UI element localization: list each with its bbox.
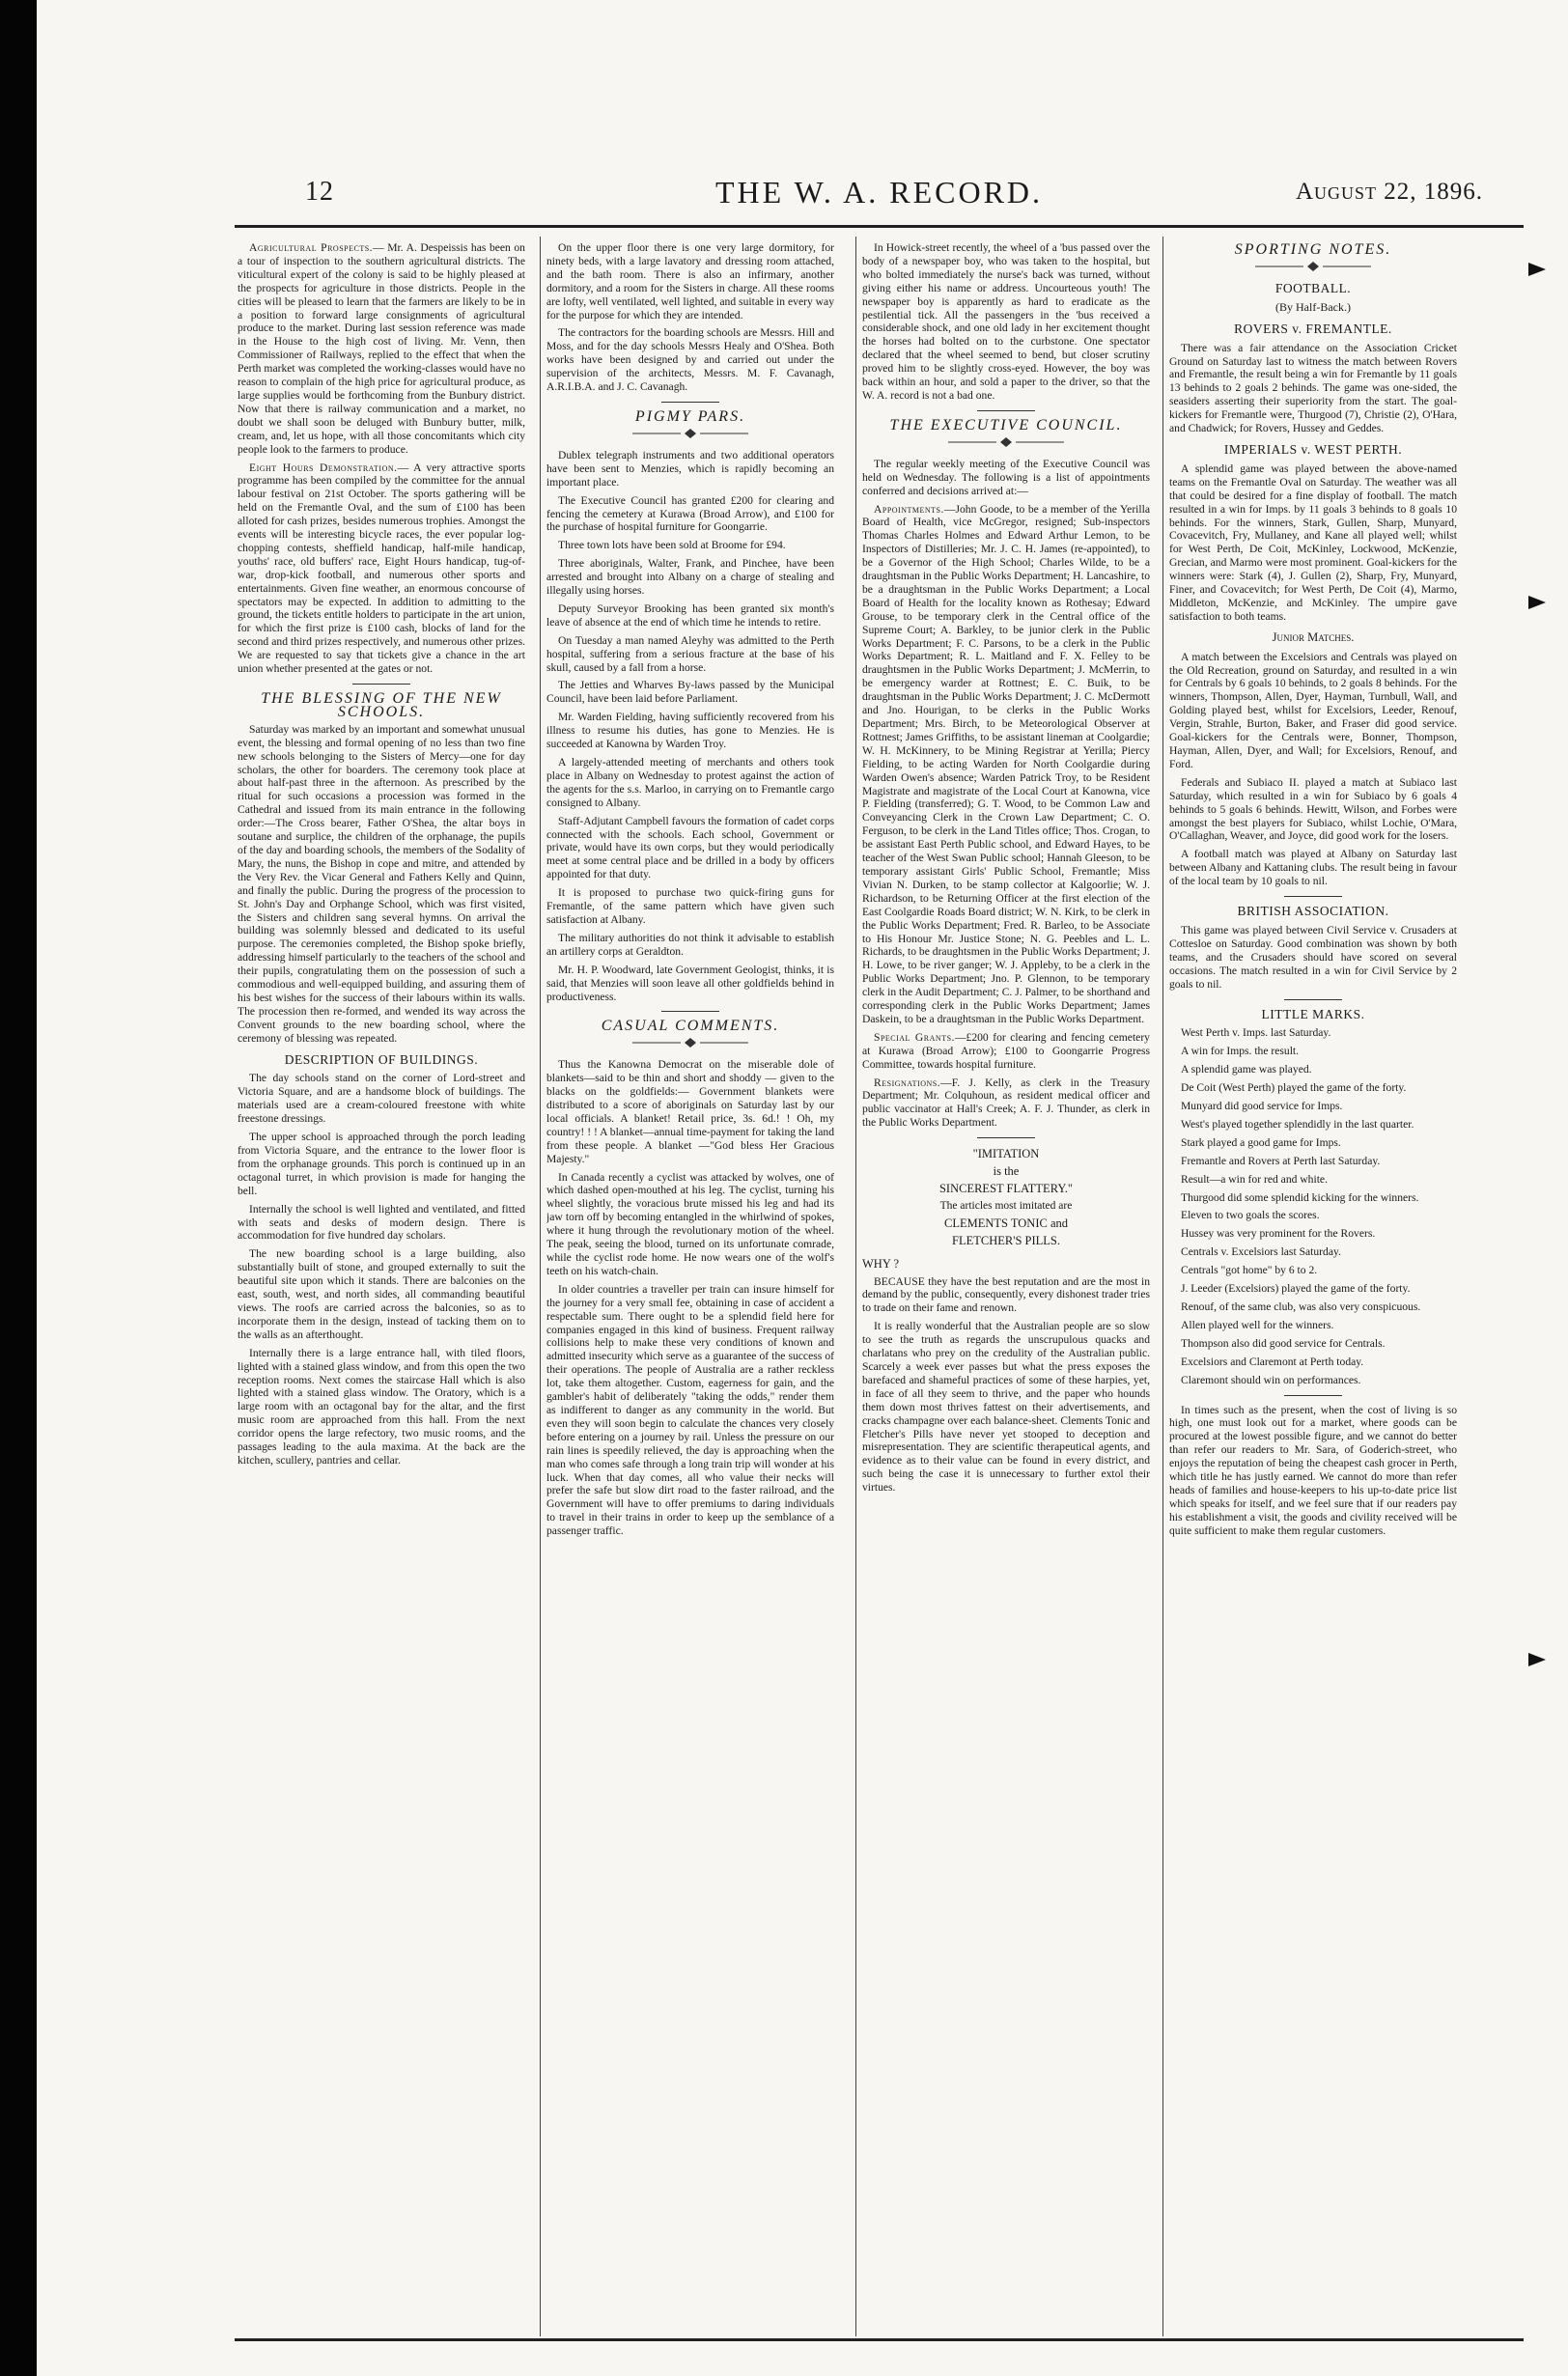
page-number: 12 [305,177,334,207]
byline: (By Half-Back.) [1275,299,1351,314]
paragraph: Federals and Subiaco II. played a match at Subiaco last Saturday, which resulted in a win for Subiaco by 6 goals 4 behinds to 5 goals 6 behinds. Hewitt, Wilson, and Forbes were amongst the best players for Subiaco, whilst Lochie, O'Mara, O'Callaghan, Weaver, and Joyce, did good work for the losers. [1169,775,1457,843]
ad-line: FLETCHER'S PILLS. [952,1233,1060,1247]
divider [977,410,1035,411]
paragraph: Mr. Warden Fielding, having sufficiently recovered from his illness to resume his duties, has gone to Menzies. He is succeeded at Kanowna by Warden Troy. [546,711,834,751]
ornament-icon [1255,261,1371,272]
list-item: Excelsiors and Claremont at Perth today. [1181,1355,1364,1368]
paragraph: Dublex telegraph instruments and two additional operators have been sent to Menzies, which is rapidly becoming an important place. [546,448,834,489]
section-heading: DESCRIPTION OF BUILDINGS. [284,1051,479,1067]
paragraph: It is really wonderful that the Australian people are so slow to see the truth as regards the unscrupulous quacks and charlatans who prey on the credulity of the Australian public. Scarcely a week ever passes but what the press exposes the barefaced and shameful practices of some of these harpies, yet, in face of all they seem to thrive, and the paper who hounds them down most thrives fattest on their advertisements, and cracks champagne over each balance-sheet. Clements Tonic and Fletcher's Pills have never yet stooped to deception and misrepresentation. They are scientific therapeutical agents, and evidence as to their value can be found in every district, and such being the case it is unnecessary to further extol their virtues. [862,1320,1150,1495]
article-body: — Mr. A. Despeissis has been on a tour of inspection to the southern agricultural districts. The viticultural expert of the colony is said to be highly pleased at the prospects for agriculture in those districts. People in the cities will be pleased to learn that the farmers are likely to be in a position to forward large consignments of agricultural produce to the market. During last session reference was made in the House to the high cost of living. Mr. Venn, then Commissioner of Railways, replied to the effect that when the Perth market was completed the working-classes would have no reason to complain of the high price for agricultural produce, as large supplies would be forthcoming from the Bunbury district. Now that there is railway communication and a market, no doubt we shall soon be deluged with Bunbury butter, milk, cream, and, let us hope, with all those concomitants which city people look to the farmers to produce. [238,241,525,456]
section-heading: BRITISH ASSOCIATION. [1237,904,1389,919]
column-4 [1169,241,1457,2334]
paragraph: In Howick-street recently, the wheel of a 'bus passed over the body of a newspaper boy, who was taken to the hospital, but who bolted immediately the nurse's back was turned, without giving either his name or address. Uncourteous youth! The newspaper boy is apparently as hard to eradicate as the pestilential tick. All the passengers in the 'bus received a considerable shock, and one old lady in her excitement thought the horses had bolted on to the curbstone. One spectator declared that the wheel seemed to bend, but closer scrutiny proved him to be slightly cross-eyed. However, the boy was back within an hour, and sold a paper to the driver, so that the W. A. record is not a bad one. [862,241,1150,402]
column-rule [855,237,856,2336]
paragraph: BECAUSE they have the best reputation and are the most in demand by the public, consequently, every dishonest trader tries to trade on their fame and renown. [862,1274,1150,1315]
paragraph: Saturday was marked by an important and somewhat unusual event, the blessing and formal opening of no less than two fine new schools belonging to the Sisters of Mercy—one for day scholars, the other for boarders. The ceremony took place at about half-past three in the afternoon. As prescribed by the ritual for such occasions a procession was formed in the Cathedral and issued from its main entrance in the following order:—The Cross bearer, Father O'Shea, the altar boys in soutane and surplice, the children of the orphanage, the pupils of the day and boarding schools, the members of the Sodality of Mary, the nuns, the Bishop in cope and mitre, and attended by the Very Rev. the Vicar General and Fathers Kelly and Quinn, and finally the public. During the progress of the procession to St. John's Day and Orphange School, which was first visited, the Sisters and children sang several hymns. On arrival the building was solemnly blessed and dedicated to its useful purpose. The ceremonies completed, the Bishop spoke briefly, addressing himself particularly to the teachers of the school and their pupils, congratulating them on the possession of such a commodious and well-equipped building, and assuring them of his best wishes for the success of their labours within its walls. The procession then re-formed, and wended its way across the Convent grounds to the new boarding school, where the ceremony of blessing was repeated. [238,722,525,1045]
paragraph: A splendid game was played between the above-named teams on the Fremantle Oval on Saturday. The weather was all that could be desired for a fine display of football. The match resulted in a win for Imps. by 11 goals 3 behinds to 8 goals 10 behinds. For the winners, Stark, Gullen, Sharp, Munyard, Covacevitch, Fry, Mullaney, and Kane all played well; whilst for West Perth, De Coit, McKinley, Lockwood, McKenzie, Grecian, and Marmo were most prominent. Goal-kickers for the winners were: Stark (4), J. Gullen (2), Sharp, Fry, Munyard, Finer, and Covacevitch; for West Perth, De Coit (4), Marmo, Middleton, McKenzie, and McKinley. The umpire gave satisfaction to both teams. [1169,461,1457,623]
list-item: J. Leeder (Excelsiors) played the game of the forty. [1181,1282,1411,1296]
divider [661,1011,719,1012]
paragraph: On Tuesday a man named Aleyhy was admitted to the Perth hospital, suffering from a serious fracture at the base of his skull, caused by a fall from a horse. [546,633,834,674]
section-heading: FOOTBALL. [1274,280,1352,295]
list-item: Stark played a good game for Imps. [1181,1135,1341,1149]
section-title: THE EXECUTIVE COUNCIL. [889,416,1123,433]
ad-line: "IMITATION [972,1147,1040,1161]
list-item: Result—a win for red and white. [1181,1172,1328,1186]
runin-heading: Resignations. [874,1076,941,1089]
column-3 [862,241,1150,2334]
page-content [235,154,1524,2341]
paragraph: Three town lots have been sold at Broome for £94. [558,539,786,552]
section-title: SPORTING NOTES. [1234,241,1392,258]
article-body: —John Goode, to be a member of the Yerilla Board of Health, vice McGregor, resigned; Sub-inspectors Thomas Charles Holmes and Edward Arthur Lemon, to be Inspectors of Distilleries; Mr. J. C. H. James (re-appointed), to be a Governor of the High School; Charles Wilde, to be a draughtsman in the Public Works Department; H. Lancashire, to be a draughtsman in the Public Works Department; a Local Board of Health for the locality known as Rothesay; Edward Grouse, to be temporary clerk in the Central office of the Supreme Court; A. Barkley, to be junior clerk in the Public Works Department; F. C. Parsons, to be a clerk in the Public Works Department; R. L. Maitland and F. X. Felley to be draughtsmen in the Public Works Department; J. McMerrin, to be emergency warder at Rottnest; E. C. Buik, to be draughtsman in the Public Works Department; J. C. McDermott and Jno. Hourigan, to be clerks in the Public Works Department; Mrs. Birch, to be Meteorological Observer at Rottnest; James Griffiths, to be assistant lineman at Coolgardie; W. H. McKinnery, to be Mining Registrar at Yerilla; Piercy Fielding, to be acting Warden for North Coolgardie during Warden Owen's absence; Warden Patrick Troy, to be Resident Magistrate and magistrate of the Local Court at Kanowna, vice P. Fielding (transferred); G. T. Wood, to be Common Law and Conveyancing Clerk in the Crown Law Department; C. O. Ferguson, to be clerk in the Land Titles office; Thos. Crogan, to be assistant East Perth Public school, and Edward Hayes, to be teacher of the West Swan Public school; Hannah Gleeson, to be temporary assistant Girls' Public School, Fremantle; Miss Vivian N. Durken, to be stamp collector at Kalgoorlie; W. J. Richardson, to be Returning Officer at the first election of the East Coolgardie Roads Board district; W. N. Kirk, to be clerk in the Public Works Department; Fred. R. Barleo, to be Associate to His Honour Mr. Justice Stone; N. G. Peebles and L. L. Richards, to be draughtsmen in the Public Works Department; J. H. Lowe, to be river ganger; W. J. Appleby, to be a clerk in the Public Works Department; Jno. P. Glennon, to be temporary clerk in the Audit Department; C. J. Palmer, to be shorthand and corresponding clerk in the Public Works Department; James Daskein, to be a draughtsman in the Public Works Department. [862,502,1150,1025]
list-item: Thompson also did good service for Centrals. [1181,1336,1386,1350]
divider [1284,999,1342,1000]
list-item: Fremantle and Rovers at Perth last Saturday. [1181,1154,1381,1167]
paragraph: A football match was played at Albany on Saturday last between Albany and Kattaning clubs. The result being in favour of the local team by 10 goals to nil. [1169,848,1457,888]
paragraph: Deputy Surveyor Brooking has been granted six month's leave of absence at the end of which time he intends to retire. [546,601,834,629]
column-rule [1162,237,1163,2336]
runin-heading: Appointments. [874,502,944,516]
paragraph: On the upper floor there is one very large dormitory, for ninety beds, with a large lavatory and dressing room attached, and the bath room. There is also an infirmary, another dormitory, and a room for the Sisters in charge. All these rooms are lofty, well ventilated, well lighted, and suitable in every way for the purpose for which they are intended. [546,241,834,321]
paragraph: Internally the school is well lighted and ventilated, and fitted with seats and desks of modern design. There is accommodation for five hundred day scholars. [238,1202,525,1243]
margin-arrow-icon [1528,596,1546,609]
article-resignations [862,1076,1150,1131]
list-item: Thurgood did some splendid kicking for the winners. [1181,1190,1419,1204]
article-eight-hours [238,461,525,677]
list-item: A splendid game was played. [1181,1063,1312,1076]
list-item: Centrals v. Excelsiors last Saturday. [1181,1245,1341,1259]
article-body: —£200 for clearing and fencing cemetery at Kurawa (Broad Arrow); £100 to Goongarrie Progress Committee, towards hospital furniture. [862,1030,1150,1071]
divider [977,1137,1035,1138]
paragraph: The contractors for the boarding schools are Messrs. Hill and Moss, and for the day schools Messrs Healy and O'Shea. Both works have been designed by and carried out under the supervision of the architects, Messrs. M. F. Cavanagh, A.R.I.B.A. and J. C. Cavanagh. [546,326,834,394]
ornament-icon [632,1037,748,1048]
list-item: A win for Imps. the result. [1181,1045,1300,1058]
list-item: Munyard did good service for Imps. [1181,1100,1343,1113]
article-body: — A very attractive sports programme has been compiled by the committee for the annual labour festival on 21st October. The sports gathering will be held on the Fremantle Oval, and the sum of £100 has been alloted for cash prizes, besides numerous trophies. Amongst the events will be interesting bicycle races, the ever popular log-chopping contests, sheffield handicap, half-mile handicap, youths' race, old buffers' race, Eight Hours handicap, tug-of-war, drop-kick football, and numerous other sports and entertainments. Given fine weather, an enormous concourse of spectators may be expected. In addition to admitting to the ground, the tickets entitle holders to participate in the art union, for which the first prize is £100 cash, blocks of land for the second and third prizes respectively, and numerous other prizes. We are requested to say that tickets give a chance in the art union whether presented at the gates or not. [238,461,525,676]
paragraph: Internally there is a large entrance hall, with tiled floors, lighted with a stained glass window, and from this open the two reception rooms. Next comes the staircase Hall which is also lighted with a stained glass window. The Oratory, which is a large room with an octagonal bay for the altar, and the first music room are approached from this hall. From the next corridor opens the large refectory, two music rooms, and the passages leading to the aula maxima. At the back are the kitchen, scullery, pantries and cellar. [238,1346,525,1467]
ornament-icon [948,436,1064,448]
divider [352,684,410,685]
runin-heading: Eight Hours Demonstration. [249,461,398,474]
ad-why: WHY ? [862,1256,900,1271]
footer-rule [235,2338,1524,2341]
runin-heading: Agricultural Prospects. [249,241,374,254]
list-item: De Coit (West Perth) played the game of the forty. [1181,1081,1407,1095]
list-item: Eleven to two goals the scores. [1181,1209,1320,1222]
newspaper-page [37,0,1568,2376]
ad-line: is the [993,1164,1020,1179]
ornament-icon [632,428,748,439]
column-2 [546,241,834,2334]
article-appointments [862,503,1150,1026]
paragraph: It is proposed to purchase two quick-firing guns for Fremantle, of the same pattern which have given such satisfaction at Albany. [546,886,834,926]
paragraph: The day schools stand on the corner of Lord-street and Victoria Square, and are a handsome block of buildings. The materials used are a cream-coloured freestone with white freestone dressings. [238,1072,525,1126]
section-title: CASUAL COMMENTS. [601,1018,780,1035]
paragraph: The military authorities do not think it advisable to establish an artillery corps at Geraldton. [546,931,834,958]
list-item: West's played together splendidly in the last quarter. [1181,1117,1414,1131]
article-grants [862,1031,1150,1072]
ad-line: CLEMENTS TONIC and [943,1216,1068,1230]
subsection-heading: Junior Matches. [1272,629,1355,644]
paragraph: The upper school is approached through the porch leading from Victoria Square, and the entrance to the lower floor is from the orphanage grounds. This porch is continued up in an octagonal turret, in which provision is made for hanging the bell. [238,1131,525,1197]
article-agricultural [238,241,525,457]
ad-line: SINCEREST FLATTERY." [938,1182,1073,1195]
paragraph: Staff-Adjutant Campbell favours the formation of cadet corps connected with the schools. Each school, Government or private, would have its own corps, but they would periodically meet at some central place and be drilled in a body by officers appointed for that duty. [546,814,834,881]
list-item: Hussey was very prominent for the Rovers. [1181,1227,1376,1241]
divider [1284,1395,1342,1396]
match-heading: ROVERS v. FREMANTLE. [1234,321,1392,336]
list-item: Claremont should win on performances. [1181,1373,1361,1386]
paragraph: Thus the Kanowna Democrat on the miserable dole of blankets—said to be thin and short and shoddy — given to the blacks on the goldfields:— Government blankets were distributed to a score of aboriginals on Saturday last by our local officials. A blanket! Retail price, 3s. 6d.! ! Oh, my country! ! ! A blanket—annual time-payment for taking the land from these people. A blanket —"God bless Her Gracious Majesty." [546,1058,834,1165]
match-heading: IMPERIALS v. WEST PERTH. [1223,441,1403,457]
paragraph: This game was played between Civil Service v. Crusaders at Cottesloe on Saturday. Good combination was shown by both teams, and the Crusaders should have scored on several occasions. The match resulted in a win for Civil Service by 2 goals to nil. [1169,923,1457,991]
advertisement [862,1148,1150,1247]
ad-line: The articles most imitated are [939,1199,1073,1212]
page-header [235,169,1524,217]
margin-arrow-icon [1528,1653,1546,1666]
list-item: West Perth v. Imps. last Saturday. [1181,1026,1331,1040]
paragraph: The Jetties and Wharves By-laws passed by the Municipal Council, have been laid before Parliament. [546,679,834,706]
paragraph: There was a fair attendance on the Association Cricket Ground on Saturday last to witness the match between Rovers and Fremantle, the result being a win for Fremantle by 11 goals 13 behinds to 2 goals 2 behinds. The game was one-sided, the seasiders asserting their superiority from the start. The goal-kickers for Fremantle were, Thurgood (7), Christie (2), O'Hara, and Chadwick; for Rovers, Hussey and Geddes. [1169,341,1457,435]
paragraph: In older countries a traveller per train can insure himself for the journey for a very small fee, obtaining in case of accident a respectable sum. There ought to be a splendid field here for companies engaged in this kind of business. Frequent railway collisions help to make these very conditions of known and admitted insecurity which serve as a guarantee of the success of their operations. The people of Australia are a rather reckless lot, take them altogether. Custom, eagerness for gain, and the gambler's habit of deliberately "taking the odds," render them as indifferent to danger as any community in the world. But even they will soon begin to calculate the chances very closely before entering on a journey by rail. Unless the pressure on our rain lines is speedily relieved, the day is approaching when the man who comes safe through a long train trip will wonder at his luck. When that day comes, all who value their necks will prefer the safe but slow dirt road to the faster railroad, and the Government will have to offer premiums to daring individuals to travel in their trains in order to keep up the semblance of a passenger traffic. [546,1282,834,1538]
paragraph: In Canada recently a cyclist was attacked by wolves, one of which dashed open-mouthed at his leg. The cyclist, turning his wheel slightly, the voracious brute missed his leg and had its jaw torn off by becoming entangled in the whirlwind of spokes, where it hung through the revolutionary motion of the wheel. The peak, seeing the blood, turned on its unfortunate comrade, while the cyclist rode home. He now wears one of the wolf's teeth on his watch-chain. [546,1170,834,1277]
issue-date: August 22, 1896. [1295,179,1483,205]
section-title: PIGMY PARS. [634,407,746,425]
paragraph: The new boarding school is a large building, also substantially built of stone, and grouped externally to suit the beautiful site upon which it stands. There are balconies on the east, south, west, and north sides, all commanding beautiful views. The roofs are carried across the balconies, so as to incorporate them in the design, instead of tacking them on to the walls as an afterthought. [238,1247,525,1341]
runin-heading: Special Grants. [874,1030,955,1044]
article-body: —F. J. Kelly, as clerk in the Treasury Department; Mr. Colquhoun, as resident medical officer and public vaccinator at Hall's Creek; A. F. J. Thunder, as clerk in the Public Works Department. [862,1076,1150,1130]
paragraph: Mr. H. P. Woodward, late Government Geologist, thinks, it is said, that Menzies will soon leave all other goldfields behind in productiveness. [546,963,834,1003]
section-heading: LITTLE MARKS. [1261,1006,1365,1021]
divider [661,402,719,403]
divider [1284,896,1342,897]
masthead: THE W. A. RECORD. [714,175,1044,210]
header-rule [235,225,1524,228]
list-item: Centrals "got home" by 6 to 2. [1181,1264,1318,1277]
list-item: Allen played well for the winners. [1181,1318,1334,1331]
margin-arrow-icon [1528,263,1546,276]
paragraph: A match between the Excelsiors and Centrals was played on the Old Recreation, ground on Saturday, and resulted in a win for Centrals by 6 goals 10 behinds, to 2 goals 8 behinds. For the winners, Thompson, Allen, Dyer, Hayman, Turnbull, Wall, and Golding played best, whilst for Excelsiors, Leeder, Renouf, Vergin, Strahle, Burton, Baker, and Fraser did good service. Goal-kickers for the Centrals were, Bonner, Thompson, Hayman, Allen, Dyer, and Wall; for Excelsiors, Renouf, and Ford. [1169,650,1457,770]
paragraph: A largely-attended meeting of merchants and others took place in Albany on Wednesday to protest against the action of the agents for the s.s. Marloo, in carrying on to Fremantle cargo consigned to Albany. [546,756,834,809]
section-title: THE BLESSING OF THE NEW SCHOOLS. [261,690,502,720]
paragraph: The Executive Council has granted £200 for clearing and fencing the cemetery at Kurawa (Broad Arrow), and £100 for the purchase of hospital furniture for Goongarrie. [546,493,834,534]
paragraph: Three aboriginals, Walter, Frank, and Pinchee, have been arrested and brought into Albany on a charge of stealing and illegally using horses. [546,557,834,598]
scan-border [0,0,37,2376]
paragraph: In times such as the present, when the cost of living is so high, one must look out for a market, where goods can be procured at the lowest possible figure, and we cannot do better than refer our readers to Mr. Sara, of Goderich-street, who enjoys the reputation of being the cheapest cash grocer in Perth, which title he has justly earned. We cannot do more than refer heads of families and house-keepers to his up-to-date price list which speaks for itself, and we feel sure that if our readers pay his establishment a visit, the goods and civility received will be quite sufficient to make them regular customers. [1169,1403,1457,1537]
list-item: Renouf, of the same club, was also very conspicuous. [1181,1300,1421,1313]
column-rule [540,237,541,2336]
column-1 [238,241,525,2334]
paragraph: The regular weekly meeting of the Executive Council was held on Wednesday. The following is a list of appointments conferred and decisions arrived at:— [862,457,1150,497]
